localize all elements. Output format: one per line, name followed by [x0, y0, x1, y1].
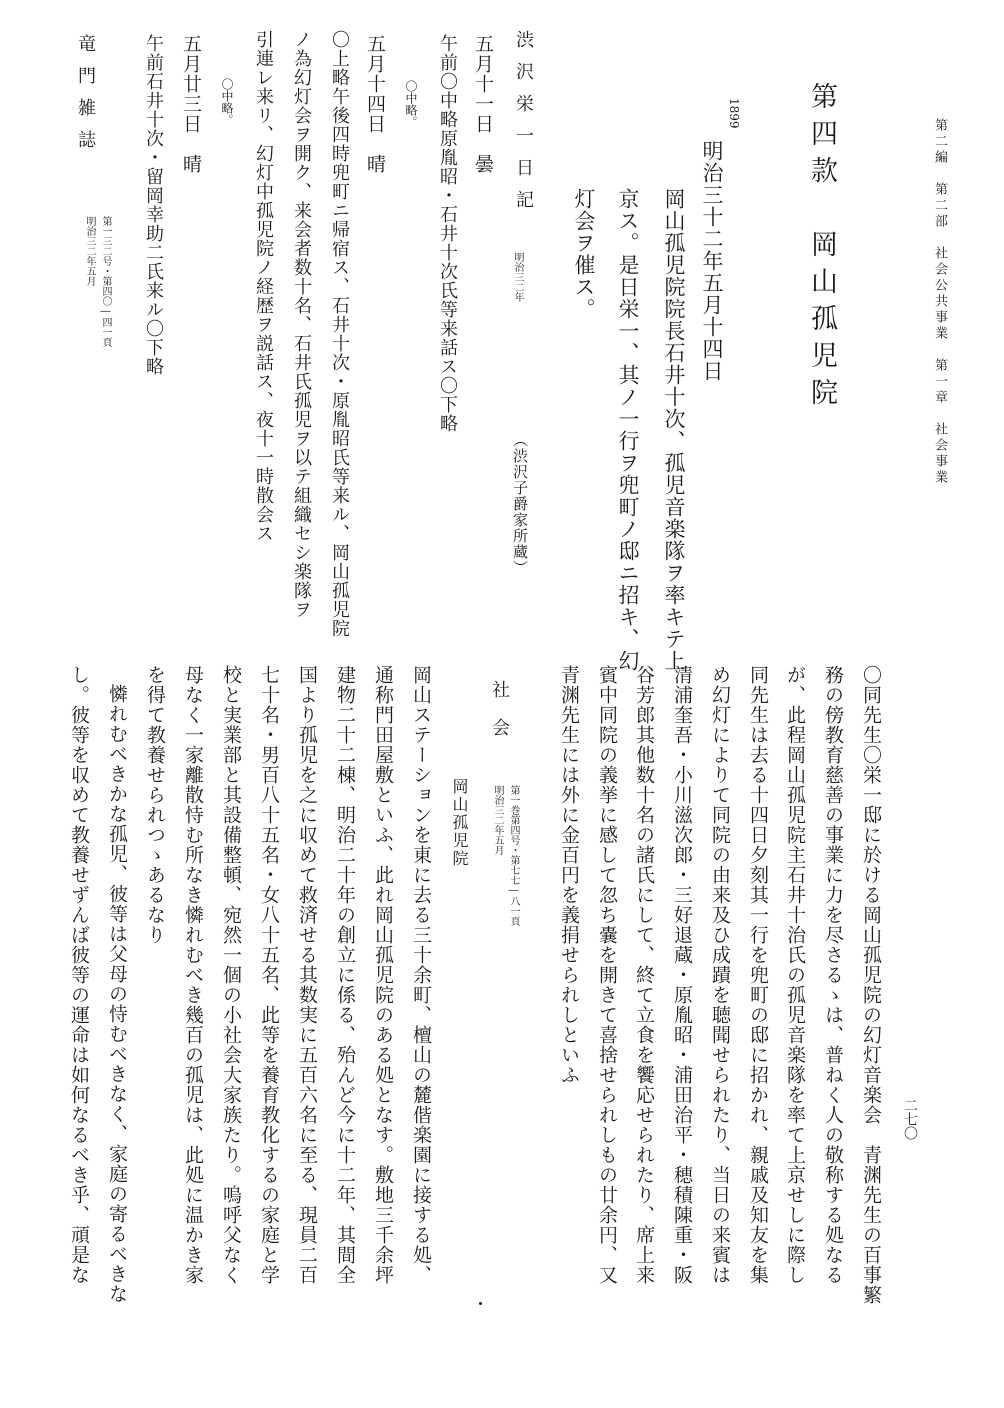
diary-title: 渋沢栄一日記 — [513, 30, 534, 222]
ryumon-title: 竜門雑誌 — [75, 34, 96, 162]
ryumon-line: 賓中同院の義挙に感して忽ち嚢を開きて喜捨せられしもの廿余円、又 — [596, 665, 618, 1285]
page-number: 二七〇 — [902, 1098, 918, 1140]
shakai-line: 七十名・男百八十五名・女八十五名、此等を養育教化するの家庭と学 — [258, 665, 280, 1285]
shakai-subtitle: 岡山孤児院 — [450, 778, 469, 868]
shakai-citation: 第一巻第四号・第七七―八一頁 — [508, 785, 519, 926]
diary-line: 引連レ来リ、幻灯中孤児院ノ経歴ヲ説話ス、夜十一時散会ス — [253, 30, 274, 543]
diary-line: 午前〇中略原胤昭・石井十次氏等来話ス〇下略 — [437, 34, 458, 433]
shakai-line: 母なく一家離散恃む所なき憐れむべき幾百の孤児は、此処に温かき家 — [182, 665, 204, 1285]
diary-line: 午前石井十次・留岡幸助二氏来ル〇下略 — [143, 34, 164, 376]
ryumon-citation-date: 明治三二年五月 — [84, 216, 95, 286]
diary-line: 五月十四日 晴 — [364, 34, 386, 174]
intro-line: 京ス。是日栄一、其ノ一行ヲ兜町ノ邸ニ招キ、幻 — [616, 188, 640, 672]
intro-line: 岡山孤児院院長石井十次、孤児音楽隊ヲ率キテ上 — [662, 188, 686, 672]
diary-holder-note: （渋沢子爵家所蔵） — [511, 432, 529, 576]
ryumon-line: が、此程岡山孤児院主石井十治氏の孤児音楽隊を率て上京せしに際し — [784, 665, 806, 1285]
diary-year-note: 明治三二年 — [512, 252, 523, 302]
date-heading: 明治三十二年五月十四日 — [700, 140, 724, 382]
intro-line: 灯会ヲ催ス。 — [572, 188, 596, 320]
diary-line: ノ為幻灯会ヲ開ク、来会者数十名、石井氏孤児ヲ以テ組織セシ楽隊ヲ — [291, 30, 312, 619]
shakai-line: 憐れむべきかな孤児、彼等は父母の恃むべきなく、家庭の寄るべきな — [106, 684, 128, 1304]
ryumon-line: 清浦奎吾・小川滋次郎・三好退蔵・原胤昭・浦田治平・穂積陳重・阪 — [671, 665, 693, 1285]
ryumon-line: 務の傍教育慈善の事業に力を尽さるゝは、普ねく人の敬称する処なる — [822, 665, 844, 1285]
year-label: 1899 — [727, 98, 741, 129]
print-speck — [479, 1302, 482, 1305]
shakai-line: 国より孤児を之に収めて救済せる其数実に五百六名に至る、現員二百 — [296, 665, 318, 1285]
diary-line: 〇上略午後四時兜町ニ帰宿ス、石井十次・原胤昭氏等来ル、岡山孤児院 — [329, 30, 350, 638]
running-header: 第二編 第二部 社会公共事業 第一章 社会事業 — [932, 118, 947, 486]
shakai-line: 岡山ステーションを東に去る三十余町、檀山の麓偕楽園に接する処、 — [410, 665, 432, 1285]
shakai-line: 校と実業部と其設備整頓、宛然一個の小社会大家族たり。嗚呼父なく — [220, 665, 242, 1285]
ryumon-line: め幻灯によりて同院の由来及ひ成蹟を聴聞せられたり、当日の来賓は — [709, 665, 731, 1285]
section-title: 第四款 岡山孤児院 — [806, 82, 837, 415]
diary-line: 五月廿三日 晴 — [180, 34, 202, 174]
shakai-line: を得て教養せられつゝあるなり — [144, 665, 166, 945]
shakai-line: 建物二十二棟、明治二十年の創立に係る、殆んど今に十二年、其間全 — [334, 665, 356, 1285]
diary-omission: 〇中略。 — [404, 80, 418, 128]
shakai-citation-date: 明治三二年五月 — [492, 785, 503, 855]
ryumon-line: 〇同先生〇栄一邸に於ける岡山孤児院の幻灯音楽会 青渊先生の百事繁 — [860, 665, 882, 1305]
ryumon-citation: 第一三二号・第四〇―四一頁 — [100, 216, 111, 347]
ryumon-line: 谷芳郎其他数十名の諸氏にして、終て立食を饗応せられたり、席上来 — [633, 665, 655, 1285]
shakai-title: 社会 — [489, 680, 510, 756]
ryumon-line: 同先生は去る十四日夕刻其一行を兜町の邸に招かれ、親戚及知友を集 — [747, 665, 769, 1285]
diary-omission: 〇中略。 — [220, 78, 234, 126]
shakai-line: し。彼等を収めて教養せずんば彼等の運命は如何なるべき乎、頑是な — [68, 665, 90, 1285]
ryumon-line: 青渊先生には外に金百円を義捐せられしといふ — [558, 665, 580, 1085]
diary-line: 五月十一日 曇 — [472, 34, 494, 174]
shakai-line: 通称門田屋敷といふ、此れ岡山孤児院のある処となす。敷地三千余坪 — [372, 665, 394, 1285]
